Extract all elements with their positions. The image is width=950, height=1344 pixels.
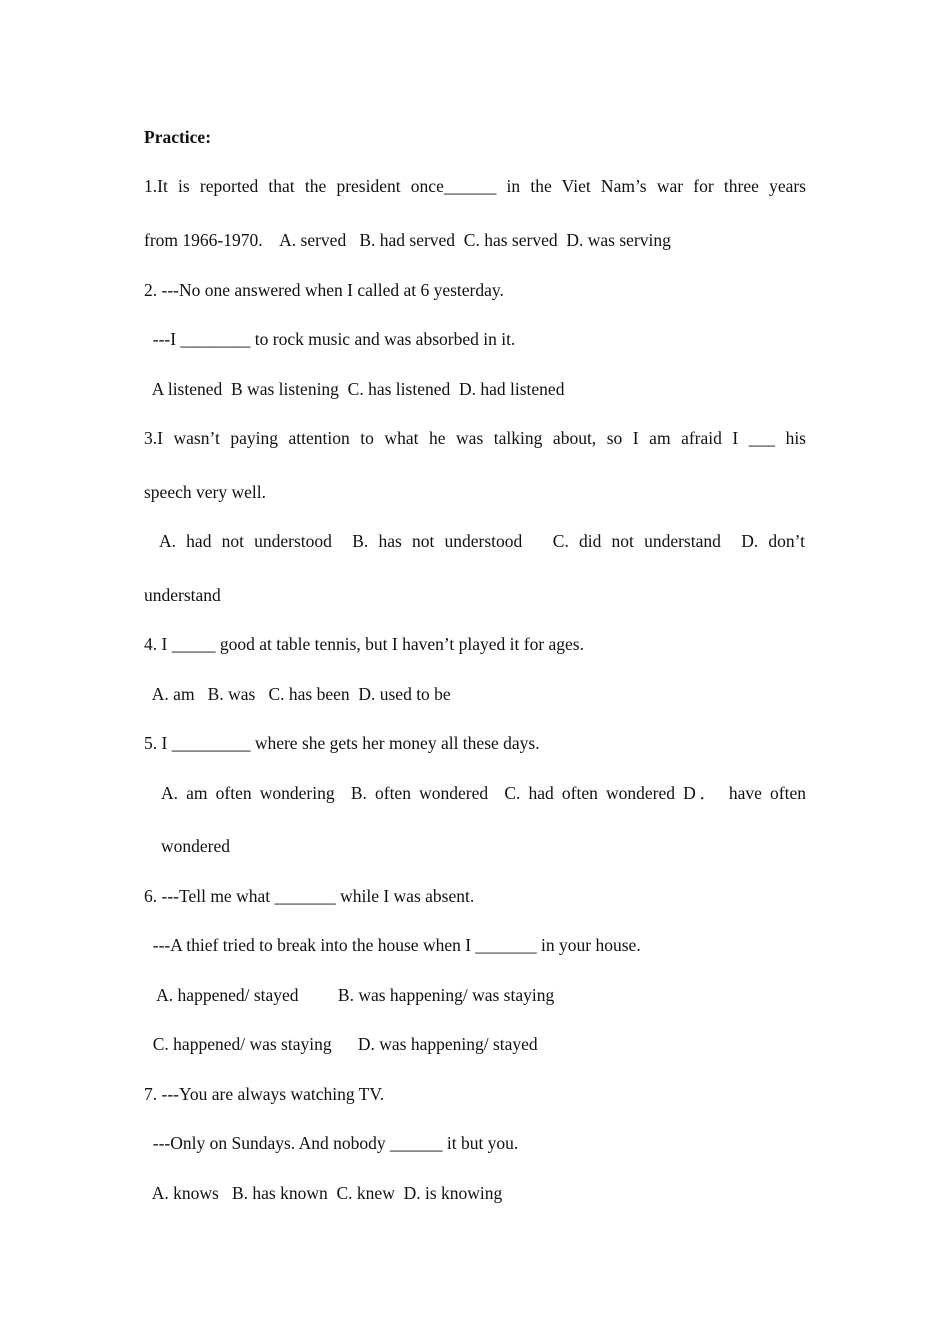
question-2-reply: ---I ________ to rock music and was absorbed in it. <box>144 329 516 349</box>
question-1-stem: 1.It is reported that the president once______ in the Viet Nam’s war for three years <box>144 176 806 196</box>
question-5-options: A. am often wondering B. often wondered C. had often wondered D． have often <box>161 783 806 803</box>
page-title: Practice: <box>144 127 212 147</box>
question-6-options-ab: A. happened/ stayed B. was happening/ was staying <box>144 985 555 1005</box>
question-5-stem: 5. I _________ where she gets her money all these days. <box>144 733 540 753</box>
question-4-options: A. am B. was C. has been D. used to be <box>144 684 451 704</box>
question-7-reply: ---Only on Sundays. And nobody ______ it but you. <box>144 1133 519 1153</box>
question-1-options: from 1966-1970. A. served B. had served C. has served D. was serving <box>144 230 671 250</box>
question-6-reply: ---A thief tried to break into the house when I _______ in your house. <box>144 935 641 955</box>
question-4-stem: 4. I _____ good at table tennis, but I haven’t played it for ages. <box>144 634 584 654</box>
question-7-options: A. knows B. has known C. knew D. is knowing <box>144 1183 503 1203</box>
question-3-options-continued: understand <box>144 585 221 605</box>
question-2-options: A listened B was listening C. has listened D. had listened <box>144 379 565 399</box>
question-3-stem-continued: speech very well. <box>144 482 266 502</box>
question-3-options: A. had not understood B. has not understood C. did not understand D. don’t <box>159 531 805 551</box>
question-6-stem: 6. ---Tell me what _______ while I was absent. <box>144 886 475 906</box>
question-7-stem: 7. ---You are always watching TV. <box>144 1084 385 1104</box>
question-2-stem: 2. ---No one answered when I called at 6 yesterday. <box>144 280 504 300</box>
question-5-options-continued: wondered <box>161 836 231 856</box>
question-6-options-cd: C. happened/ was staying D. was happening/ stayed <box>144 1034 538 1054</box>
question-3-stem: 3.I wasn’t paying attention to what he was talking about, so I am afraid I ___ his <box>144 428 806 448</box>
